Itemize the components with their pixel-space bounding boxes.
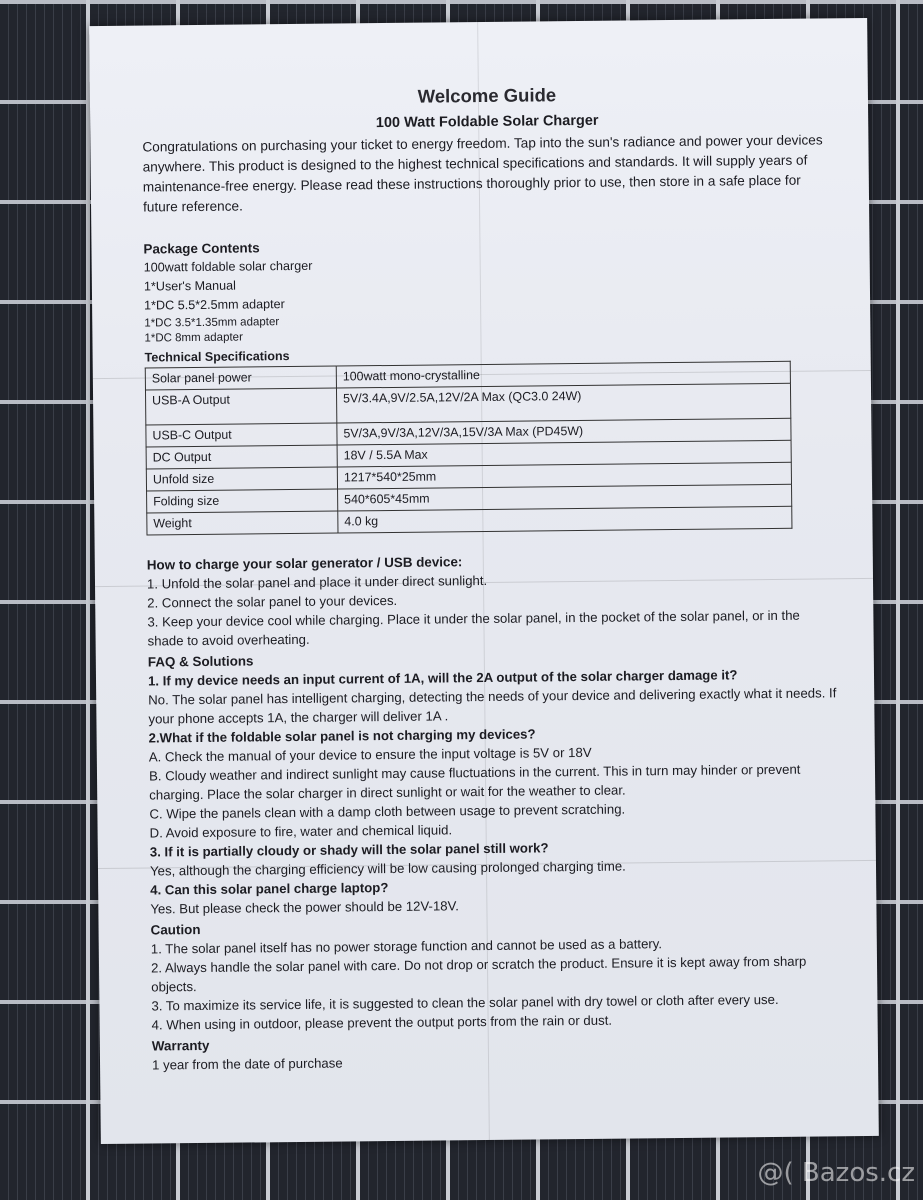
- package-item: 1*DC 5.5*2.5mm adapter: [144, 297, 285, 313]
- faq-answer: No. The solar panel has intelligent charging, detecting the needs of your device and delivering exactly what it needs. If your phone accepts 1A, the charger will deliver 1A .: [148, 685, 837, 727]
- spec-label: Unfold size: [146, 467, 337, 491]
- spec-label: USB-C Output: [146, 423, 337, 447]
- spec-value: 5V/3A,9V/3A,12V/3A,15V/3A Max (PD45W): [337, 418, 791, 445]
- faq-question: 2.What if the foldable solar panel is not charging my devices?: [148, 726, 536, 746]
- howto-step: 3. Keep your device cool while charging. Place it under the solar panel, in the pocket of the solar panel, or in the shade to avoid overheating.: [147, 607, 800, 649]
- intro-paragraph: Congratulations on purchasing your ticket to energy freedom. Tap into the sun's radiance and power your devices anywhere. This product is designed to the highest technical specifications and standards. It will supply years of maintenance-free energy. Please read these instructions thoroughly prior to use, then store in a safe place for future reference.: [142, 132, 823, 215]
- spec-value: 100watt mono-crystalline: [336, 361, 790, 388]
- warranty-text: 1 year from the date of purchase: [151, 1055, 343, 1073]
- howto-step: 1. Unfold the solar panel and place it under direct sunlight.: [146, 572, 488, 592]
- specs-table: [145, 361, 793, 536]
- guide-content: [142, 82, 842, 1074]
- spec-value: 5V/3.4A,9V/2.5A,12V/2A Max (QC3.0 24W): [336, 383, 790, 423]
- specs-heading: Technical Specifications: [144, 349, 290, 365]
- faq-answer: B. Cloudy weather and indirect sunlight may cause fluctuations in the current. This in turn may hinder or prevent charging. Place the solar charger in direct sunlight or wait for the weather to clear.: [148, 761, 801, 803]
- faq-question: 3. If it is partially cloudy or shady will the solar panel still work?: [149, 840, 549, 860]
- howto-step: 2. Connect the solar panel to your devices.: [147, 592, 398, 611]
- spec-label: Solar panel power: [145, 366, 336, 390]
- welcome-guide-sheet: [89, 18, 879, 1144]
- howto-heading: How to charge your solar generator / USB device:: [146, 554, 463, 573]
- faq-question: 4. Can this solar panel charge laptop?: [150, 880, 389, 898]
- package-item: 1*DC 3.5*1.35mm adapter: [144, 316, 280, 330]
- faq-heading: FAQ & Solutions: [147, 653, 254, 670]
- watermark: @( Bazos.cz: [757, 1158, 915, 1188]
- caution-item: 2. Always handle the solar panel with care. Do not drop or scratch the product. Ensure it is kept away from sharp objects.: [150, 953, 807, 995]
- caution-item: 1. The solar panel itself has no power storage function and cannot be used as a battery.: [150, 936, 663, 957]
- spec-value: 4.0 kg: [338, 506, 792, 533]
- faq-question: 1. If my device needs an input current of 1A, will the 2A output of the solar charger damage it?: [147, 667, 738, 689]
- package-item: 100watt foldable solar charger: [143, 258, 313, 275]
- guide-subtitle: 100 Watt Foldable Solar Charger: [375, 112, 599, 132]
- faq-answer: Yes, although the charging efficiency will be low causing prolonged charging time.: [149, 858, 626, 879]
- spec-label: USB-A Output: [145, 388, 336, 425]
- caution-item: 4. When using in outdoor, please prevent the output ports from the rain or dust.: [151, 1012, 613, 1033]
- package-item: 1*DC 8mm adapter: [144, 331, 243, 345]
- package-item: 1*User's Manual: [143, 278, 236, 294]
- warranty-heading: Warranty: [151, 1037, 210, 1054]
- package-heading: Package Contents: [143, 240, 260, 257]
- spec-label: Folding size: [147, 489, 338, 513]
- caution-heading: Caution: [150, 921, 201, 938]
- spec-value: 540*605*45mm: [338, 484, 792, 511]
- guide-title: Welcome Guide: [417, 84, 557, 107]
- spec-label: Weight: [147, 511, 338, 535]
- spec-value: 1217*540*25mm: [337, 462, 791, 489]
- faq-answer: Yes. But please check the power should be 12V-18V.: [150, 898, 459, 917]
- faq-answer: D. Avoid exposure to fire, water and chemical liquid.: [149, 822, 453, 841]
- faq-answer: A. Check the manual of your device to ensure the input voltage is 5V or 18V: [148, 744, 592, 765]
- spec-label: DC Output: [146, 445, 337, 469]
- faq-answer: C. Wipe the panels clean with a damp cloth between usage to prevent scratching.: [149, 801, 626, 822]
- caution-item: 3. To maximize its service life, it is suggested to clean the solar panel with dry towel or cloth after every use.: [151, 991, 779, 1014]
- spec-value: 18V / 5.5A Max: [337, 440, 791, 467]
